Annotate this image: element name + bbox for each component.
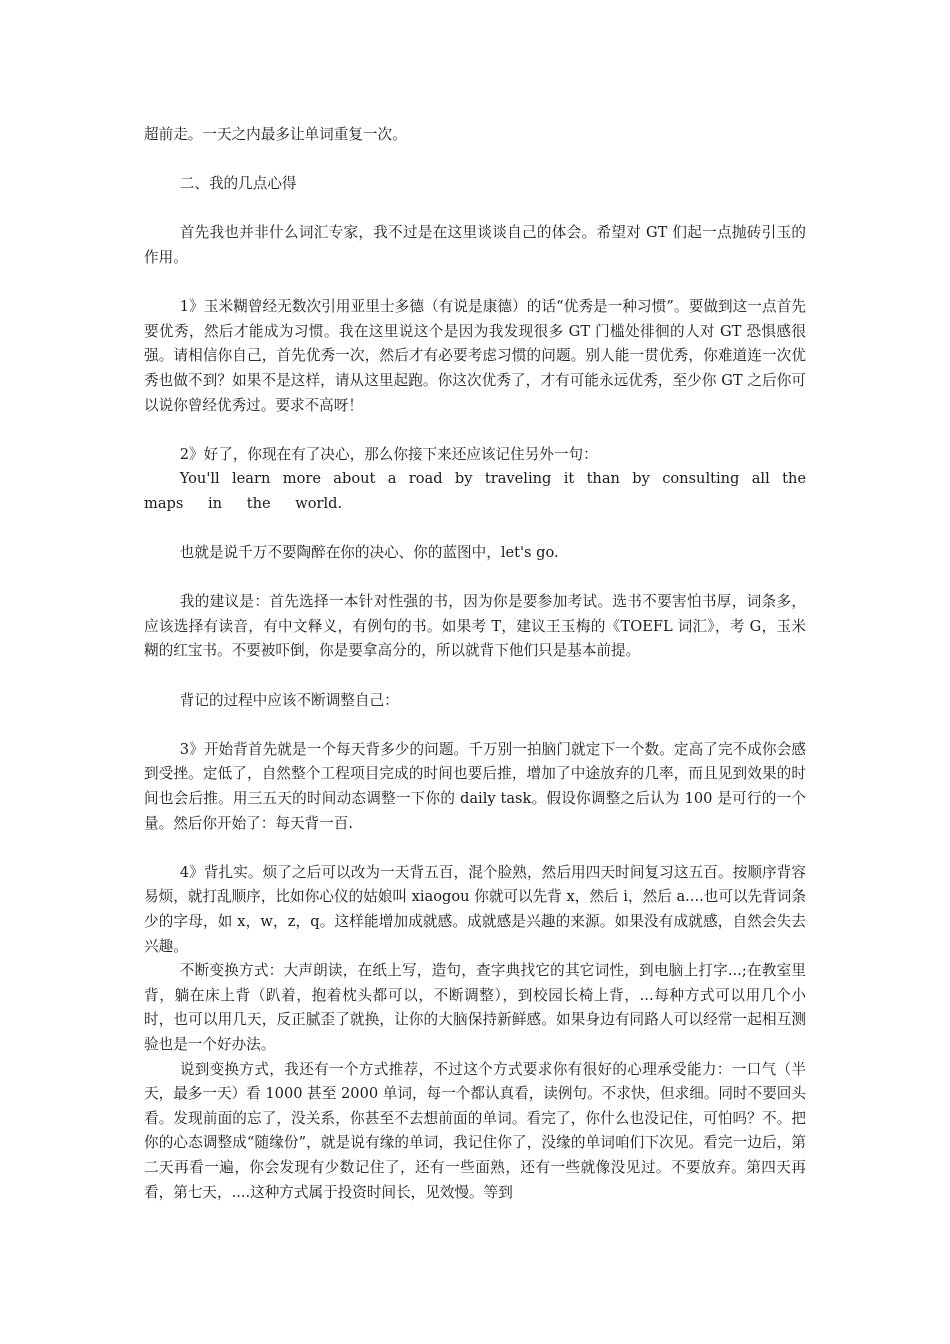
- paragraph-lets-go: 也就是说千万不要陶醉在你的决心、你的蓝图中，let's go.: [179, 544, 559, 562]
- paragraph-point-4: 4》背扎实。烦了之后可以改为一天背五百，混个脸熟，然后用四天时间复习这五百。按顺序背容易烦，就打乱顺序，比如你心仪的姑娘叫 xiaogou 你就可以先背 x，然后 i，然后 a....也可以先背词条少的字母，如 x，w，z，q。这样能增加成就感。成就感是兴趣的来源。如果没有成就感，自然会失去兴趣。: [144, 863, 806, 955]
- paragraph-point-2: 2》好了，你现在有了决心，那么你接下来还应该记住另外一句：: [179, 445, 598, 463]
- paragraph-book-advice: 我的建议是：首先选择一本针对性强的书，因为你是要参加考试。选书不要害怕书厚，词条多，应该选择有读音，有中文释义，有例句的书。如果考 T，建议王玉梅的《TOEFL 词汇》，考 G，玉米糊的红宝书。不要被吓倒，你是要拿高分的，所以就背下他们只是基本前提。: [144, 593, 806, 660]
- paragraph-point-1: 1》玉米糊曾经无数次引用亚里士多德（有说是康德）的话“优秀是一种习惯”。要做到这一点首先要优秀，然后才能成为习惯。我在这里说这个是因为我发现很多 GT 门槛处徘徊的人对 GT 恐惧感很强。请相信你自己，首先优秀一次，然后才有必要考虑习惯的问题。别人能一贯优秀，你难道连一次优秀也做不到？如果不是这样，请从这里起跑。你这次优秀了，才有可能永远优秀，至少你 GT 之后你可以说你曾经优秀过。要求不高呀！: [144, 298, 806, 414]
- paragraph-intro: 首先我也并非什么词汇专家，我不过是在这里谈谈自己的体会。希望对 GT 们起一点抛砖引玉的作用。: [144, 224, 806, 266]
- paragraph-adjust: 背记的过程中应该不断调整自己：: [179, 691, 399, 709]
- section-heading: 二、我的几点心得: [179, 175, 297, 193]
- paragraph-recommend-method: 说到变换方式，我还有一个方式推荐，不过这个方式要求你有很好的心理承受能力：一口气（半天，最多一天）看 1000 甚至 2000 单词，每一个都认真看，读例句。不求快，但求细。同时不要回头看。发现前面的忘了，没关系，你甚至不去想前面的单词。看完了，你什么也没记住，可怕吗？不。把你的心态调整成“随缘份”，就是说有缘的单词，我记住你了，没缘的单词咱们下次见。看完一边后，第二天再看一遍，你会发现有少数记住了，还有一些面熟，还有一些就像没见过。不要放弃。第四天再看，第七天，....这种方式属于投资时间长，见效慢。等到: [144, 1060, 806, 1201]
- paragraph-point-3: 3》开始背首先就是一个每天背多少的问题。千万别一拍脑门就定下一个数。定高了完不成你会感到受挫。定低了，自然整个工程项目完成的时间也要后推，增加了中途放弃的几率，而且见到效果的时间也会后推。用三五天的时间动态调整一下你的 daily task。假设你调整之后认为 100 是可行的一个量。然后你开始了：每天背一百.: [144, 740, 806, 832]
- paragraph-continuation: 超前走。一天之内最多让单词重复一次。: [144, 126, 407, 143]
- paragraph-vary-methods: 不断变换方式：大声朗读，在纸上写，造句，查字典找它的其它词性，到电脑上打字...;在教室里背，躺在床上背（趴着，抱着枕头都可以，不断调整），到校园长椅上背，...每种方式可以用几个小时，也可以用几天，反正腻歪了就换，让你的大脑保持新鲜感。如果身边有同路人可以经常一起相互测验也是一个好办法。: [144, 962, 806, 1053]
- english-quote-line-2: maps in the world.: [144, 494, 343, 512]
- document-body: [144, 123, 806, 1205]
- english-quote-line-1: You'll learn more about a road by traveling it than by consulting all the: [179, 470, 806, 488]
